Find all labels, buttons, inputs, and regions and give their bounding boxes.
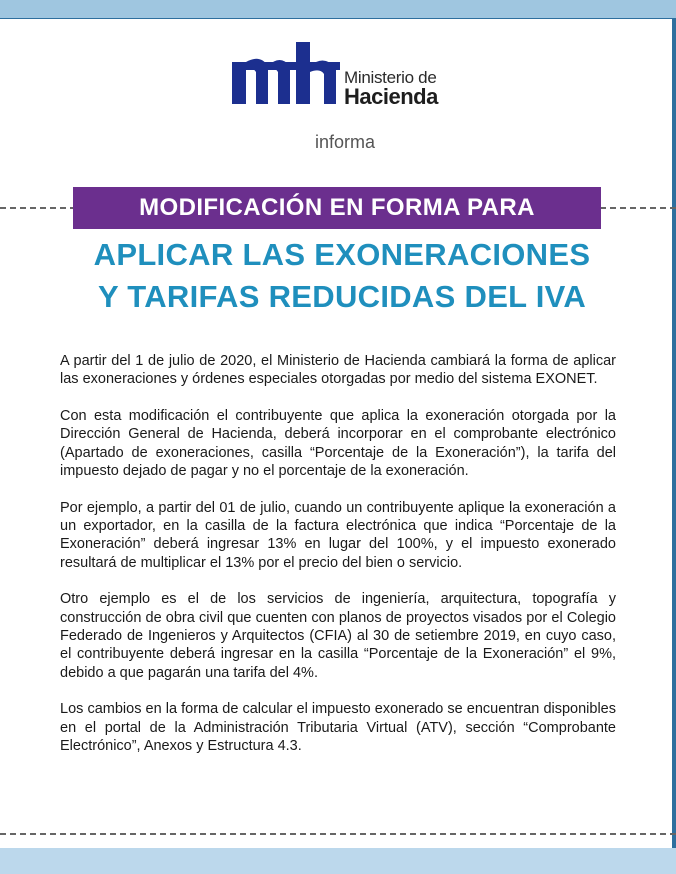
paragraph-3: Por ejemplo, a partir del 01 de julio, cuando un contribuyente aplique la exoneración a un exportador, en la casilla de la factura electrónica que indica “Porcentaje de la Exoneración” deberá ingresar 13% en lugar del 100%, y el impuesto exonerado resultará de multiplicar el 13% por el precio del bien o servicio. <box>60 499 616 571</box>
logo-text-ministerio: Ministerio de <box>344 68 437 87</box>
title-banner-text: MODIFICACIÓN EN FORMA PARA <box>139 194 535 221</box>
mh-logo-icon <box>232 40 342 106</box>
paragraph-5: Los cambios en la forma de calcular el impuesto exonerado se encuentran disponibles en el portal de la Administración Tributaria Virtual (ATV), sección “Comprobante Electrónico”, Anexos y Estructura 4.3. <box>60 701 616 755</box>
top-decorative-bar <box>0 0 676 18</box>
subtitle-line-2: Y TARIFAS REDUCIDAS DEL IVA <box>97 279 587 314</box>
footer-dashed-divider <box>0 833 676 835</box>
paragraph-2: Con esta modificación el contribuyente que aplica la exoneración otorgada por la Dirección General de Hacienda, deberá incorporar en el comprobante electrónico (Apartado de exoneraciones, casilla “Porcentaje de la Exoneración”), la tarifa del impuesto dejado de pagar y no el porcentaje de la exoneración. <box>60 408 616 479</box>
logo-text-hacienda: Hacienda <box>344 84 438 109</box>
bottom-decorative-bar <box>0 848 676 874</box>
ministerio-hacienda-logo <box>232 40 452 110</box>
top-border-line <box>0 18 676 19</box>
paragraph-4: Otro ejemplo es el de los servicios de ingeniería, arquitectura, topografía y construcción de obra civil que cuenten con planos de proyectos visados por el Colegio Federado de Ingenieros y Arquitectos (CFIA) al 30 de setiembre 2019, en cuyo caso, el contribuyente deberá ingresar en la casilla “Porcentaje de la Exoneración” el 9%, debido a que pagarán una tarifa del 4%. <box>60 591 616 681</box>
title-banner <box>73 187 601 229</box>
paragraph-1: A partir del 1 de julio de 2020, el Ministerio de Hacienda cambiará la forma de aplicar las exoneraciones y órdenes especiales otorgadas por medio del sistema EXONET. <box>60 353 616 388</box>
informa-label: informa <box>314 132 376 152</box>
subtitle-line-1: APLICAR LAS EXONERACIONES <box>93 237 591 272</box>
page-subtitle <box>40 234 644 318</box>
article-body <box>60 352 616 774</box>
